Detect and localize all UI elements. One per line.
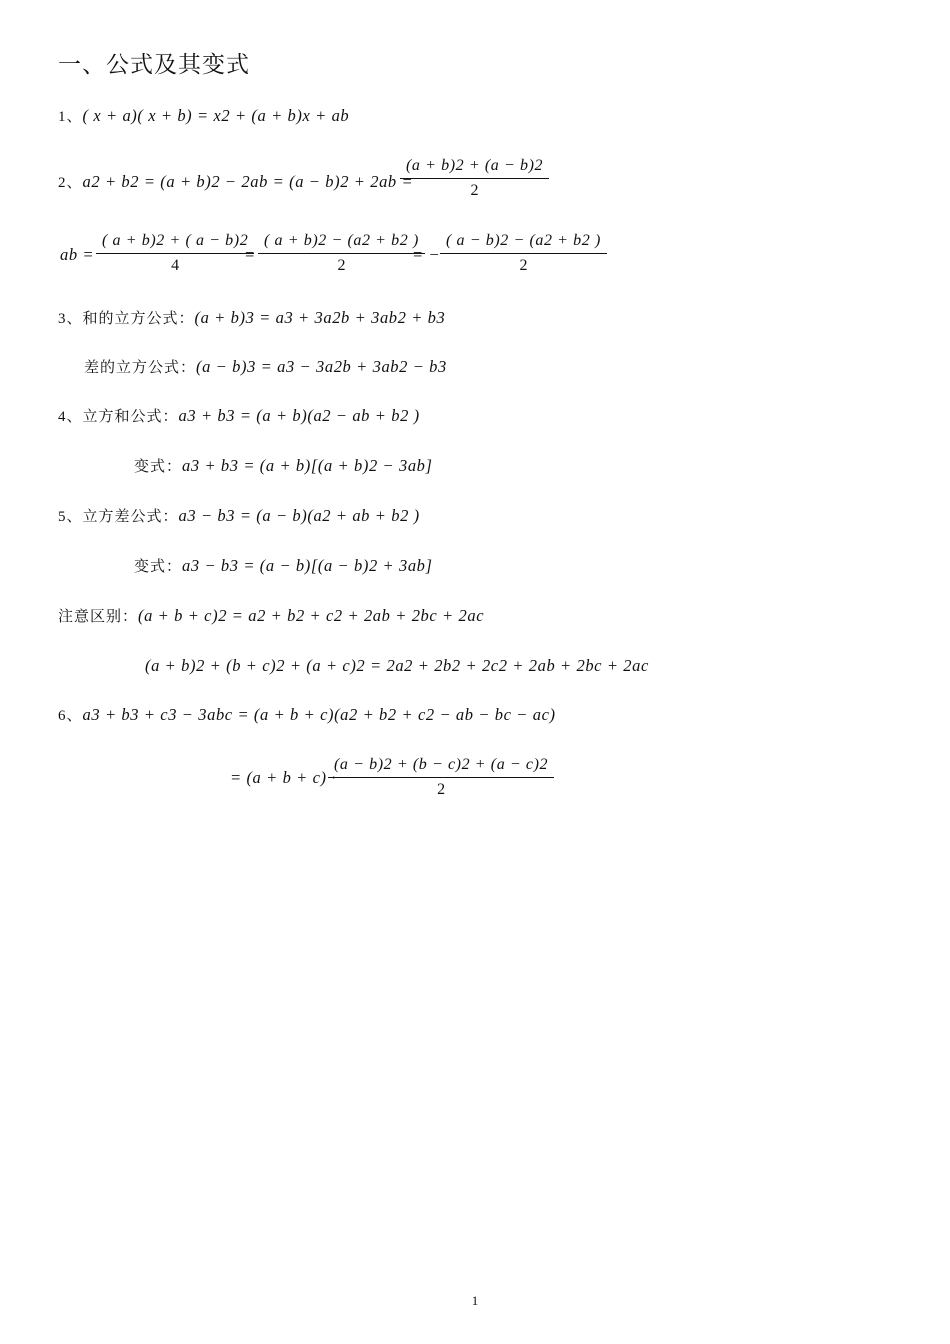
formula-note-b xyxy=(145,656,649,677)
formula-label: 变式： xyxy=(134,559,183,575)
fraction-numerator: (a + b)2 + (a − b)2 xyxy=(400,157,549,179)
fraction-denominator: 2 xyxy=(437,781,446,798)
formula-expression: ab = xyxy=(60,245,95,264)
formula-2 xyxy=(58,172,413,193)
formula-expression: (a + b)3 = a3 + 3a2b + 3ab2 + b3 xyxy=(194,308,446,327)
formula-expression: (a + b)2 + (b + c)2 + (a + c)2 = 2a2 + 2b2 + 2c2 + 2ab + 2bc + 2ac xyxy=(145,656,649,675)
formula-3b xyxy=(84,357,447,378)
equals-minus-sign xyxy=(412,245,440,266)
fraction-denominator: 2 xyxy=(337,257,346,274)
formula-label: 5、立方差公式： xyxy=(58,509,179,525)
fraction-numerator: (a − b)2 + (b − c)2 + (a − c)2 xyxy=(328,756,554,778)
formula-expression: ( x + a)( x + b) = x2 + (a + b)x + ab xyxy=(82,106,350,125)
formula-5 xyxy=(58,506,420,527)
fraction-numerator: ( a + b)2 − (a2 + b2 ) xyxy=(258,232,425,254)
formula-5b xyxy=(134,556,433,577)
formula-1 xyxy=(58,106,349,127)
fraction-numerator: ( a − b)2 − (a2 + b2 ) xyxy=(440,232,607,254)
operator: = xyxy=(244,245,256,264)
formula-label: 6、 xyxy=(58,708,83,724)
fraction xyxy=(258,232,425,275)
formula-expression: a3 − b3 = (a − b)(a2 + ab + b2 ) xyxy=(178,506,420,525)
equals-sign xyxy=(244,245,256,266)
page-number: 1 xyxy=(471,1293,479,1308)
formula-expression: a3 + b3 + c3 − 3abc = (a + b + c)(a2 + b2 + c2 − ab − bc − ac) xyxy=(82,705,556,724)
fraction-numerator: ( a + b)2 + ( a − b)2 xyxy=(96,232,254,254)
formula-6 xyxy=(58,705,556,726)
fraction-denominator: 2 xyxy=(519,257,528,274)
formula-expression: = (a + b + c) · xyxy=(230,768,337,787)
formula-label: 注意区别： xyxy=(58,609,139,625)
fraction-denominator: 4 xyxy=(171,257,180,274)
formula-label: 4、立方和公式： xyxy=(58,409,179,425)
formula-label: 变式： xyxy=(134,459,183,475)
formula-label: 差的立方公式： xyxy=(84,360,197,376)
formula-expression: a3 + b3 = (a + b)[(a + b)2 − 3ab] xyxy=(182,456,433,475)
formula-expression: (a + b + c)2 = a2 + b2 + c2 + 2ab + 2bc + 2ac xyxy=(138,606,485,625)
formula-2b-lead xyxy=(60,245,94,266)
formula-4b xyxy=(134,456,433,477)
section-heading: 一、公式及其变式 xyxy=(58,52,250,77)
fraction xyxy=(440,232,607,275)
formula-label: 1、 xyxy=(58,109,83,125)
fraction xyxy=(328,756,554,799)
operator: = − xyxy=(412,245,441,264)
formula-expression: a3 − b3 = (a − b)[(a − b)2 + 3ab] xyxy=(182,556,433,575)
formula-4 xyxy=(58,406,420,427)
fraction xyxy=(96,232,254,275)
formula-6b-lead xyxy=(230,768,336,789)
formula-label: 2、 xyxy=(58,175,83,191)
formula-3 xyxy=(58,308,445,329)
formula-expression: (a − b)3 = a3 − 3a2b + 3ab2 − b3 xyxy=(196,357,447,376)
formula-expression: a2 + b2 = (a + b)2 − 2ab = (a − b)2 + 2ab = xyxy=(82,172,414,191)
formula-label: 3、和的立方公式： xyxy=(58,311,195,327)
fraction-denominator: 2 xyxy=(470,182,479,199)
formula-expression: a3 + b3 = (a + b)(a2 − ab + b2 ) xyxy=(178,406,420,425)
fraction xyxy=(400,157,549,200)
formula-note xyxy=(58,606,484,627)
